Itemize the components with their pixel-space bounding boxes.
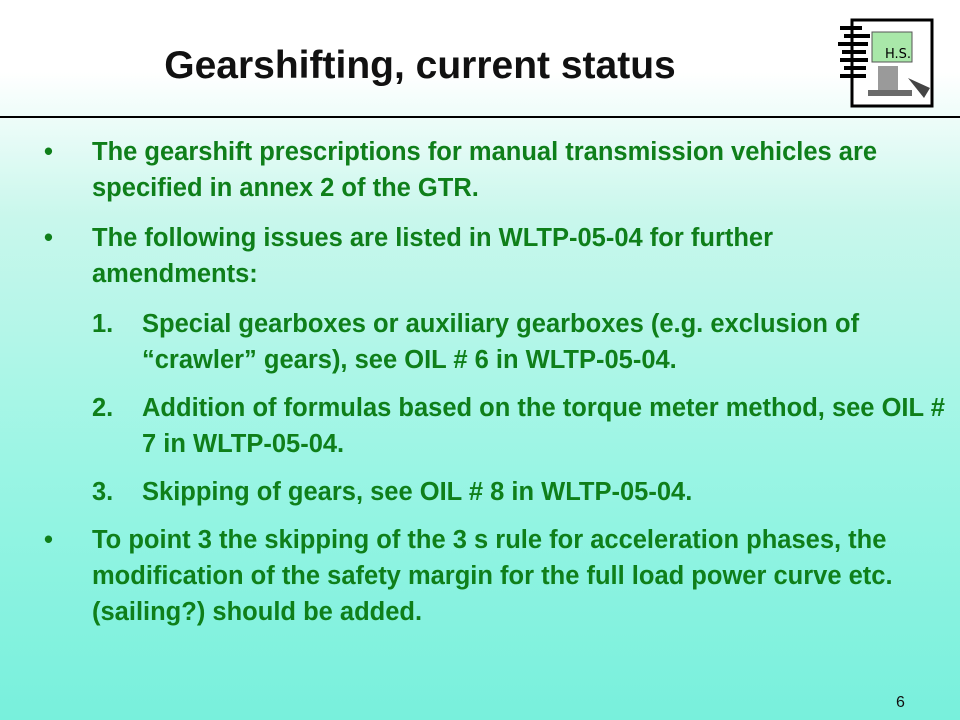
numbered-item — [92, 474, 945, 510]
item-text: Skipping of gears, see OIL # 8 in WLTP-05-04. — [142, 478, 693, 506]
item-number: 1. — [92, 310, 114, 338]
bullet-item — [40, 220, 945, 292]
item-number: 3. — [92, 478, 114, 506]
bullet-text: The gearshift prescriptions for manual transmission vehicles are specified in annex 2 of the GTR. — [92, 138, 878, 202]
item-number: 2. — [92, 394, 114, 422]
slide-content — [40, 134, 945, 644]
bullet-text: To point 3 the skipping of the 3 s rule for acceleration phases, the modification of the safety margin for the full load power curve etc. (sailing?) should be added. — [92, 526, 893, 626]
numbered-item — [92, 390, 945, 462]
slide-title: Gearshifting, current status — [164, 44, 676, 87]
hs-logo-icon — [838, 18, 936, 112]
numbered-list — [92, 306, 945, 510]
item-text: Addition of formulas based on the torque meter method, see OIL # 7 in WLTP-05-04. — [142, 394, 945, 458]
bullet-dot: • — [44, 138, 53, 166]
title-divider — [0, 116, 960, 118]
bullet-item — [40, 134, 945, 206]
logo-text: H.S. — [884, 47, 912, 62]
bullet-dot: • — [44, 224, 53, 252]
item-text: Special gearboxes or auxiliary gearboxes (e.g. exclusion of “crawler” gears), see OIL # 6 in WLTP-05-04. — [142, 310, 860, 374]
bullet-dot: • — [44, 526, 53, 554]
numbered-item — [92, 306, 945, 378]
bullet-text: The following issues are listed in WLTP-05-04 for further amendments: — [92, 224, 774, 288]
page-number: 6 — [896, 694, 905, 711]
bullet-item — [40, 522, 945, 630]
